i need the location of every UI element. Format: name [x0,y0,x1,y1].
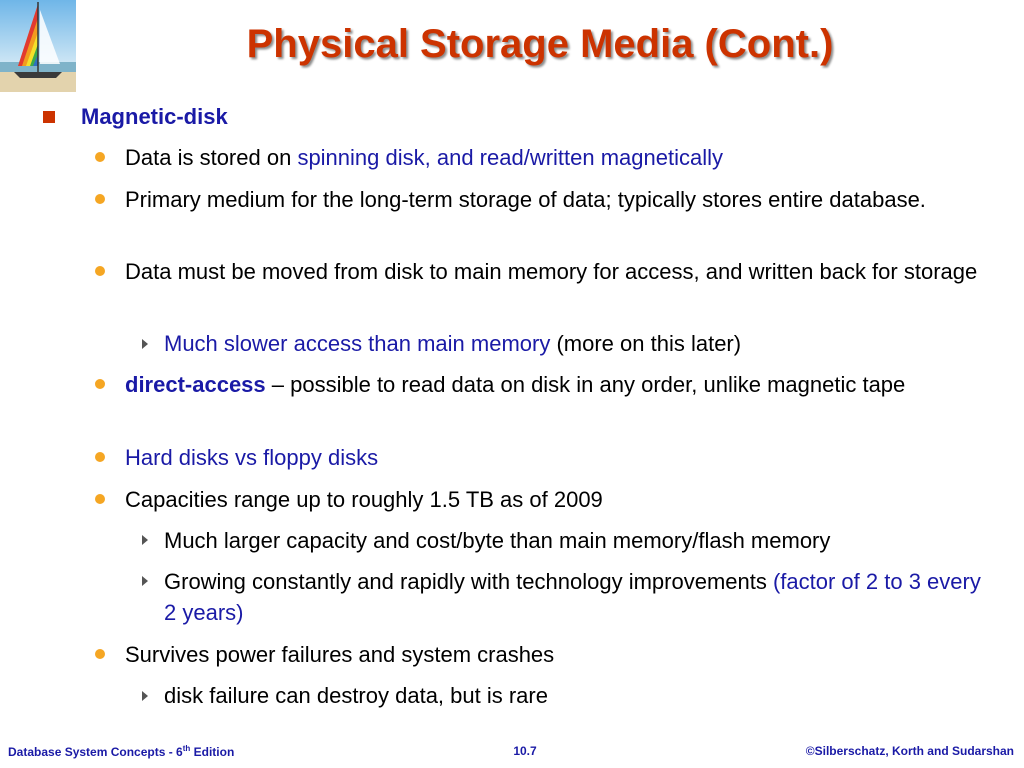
dot-bullet-icon [95,452,105,462]
list-item: Hard disks vs floppy disks [125,445,379,470]
page-number: 10.7 [513,744,537,758]
list-item: Data must be moved from disk to main memory for access, and written back for storage [125,259,978,284]
list-item: disk failure can destroy data, but is rare [164,683,548,708]
item-text: – possible to read data on disk in any order, unlike magnetic tape [265,372,906,397]
footer-book-title [8,744,234,759]
arrow-bullet-icon [142,691,148,701]
footer-superscript: th [182,744,191,753]
list-item: Capacities range up to roughly 1.5 TB as of 2009 [125,487,603,512]
list-item: Survives power failures and system crashes [125,642,555,667]
list-item: Much larger capacity and cost/byte than main memory/flash memory [164,528,831,553]
dot-bullet-icon [95,494,105,504]
list-item [164,566,984,628]
item-text-highlight: (factor of 2 to 3 every 2 years) [164,569,981,625]
item-term: direct-access [125,372,266,397]
arrow-bullet-icon [142,576,148,586]
dot-bullet-icon [95,152,105,162]
item-text: (more on this later) [550,331,742,356]
list-item [125,369,985,400]
arrow-bullet-icon [142,339,148,349]
list-item [164,328,984,359]
item-text: Growing constantly and rapidly with technology improvements [164,569,773,594]
footer-copyright: ©Silberschatz, Korth and Sudarshan [805,744,1014,758]
footer-text: Database System Concepts - 6 [8,745,183,759]
heading-magnetic-disk: Magnetic-disk [81,104,228,129]
slide-title: Physical Storage Media (Cont.) [246,22,834,66]
square-bullet-icon [43,111,55,123]
item-text-highlight: spinning disk, and read/written magnetically [297,145,723,170]
list-item: Primary medium for the long-term storage of data; typically stores entire database. [125,187,926,212]
item-text: Data is stored on [125,145,298,170]
footer-text: Edition [190,745,235,759]
item-text-highlight: Much slower access than main memory [164,331,551,356]
dot-bullet-icon [95,266,105,276]
arrow-bullet-icon [142,535,148,545]
list-item [125,142,985,173]
dot-bullet-icon [95,194,105,204]
dot-bullet-icon [95,649,105,659]
dot-bullet-icon [95,379,105,389]
